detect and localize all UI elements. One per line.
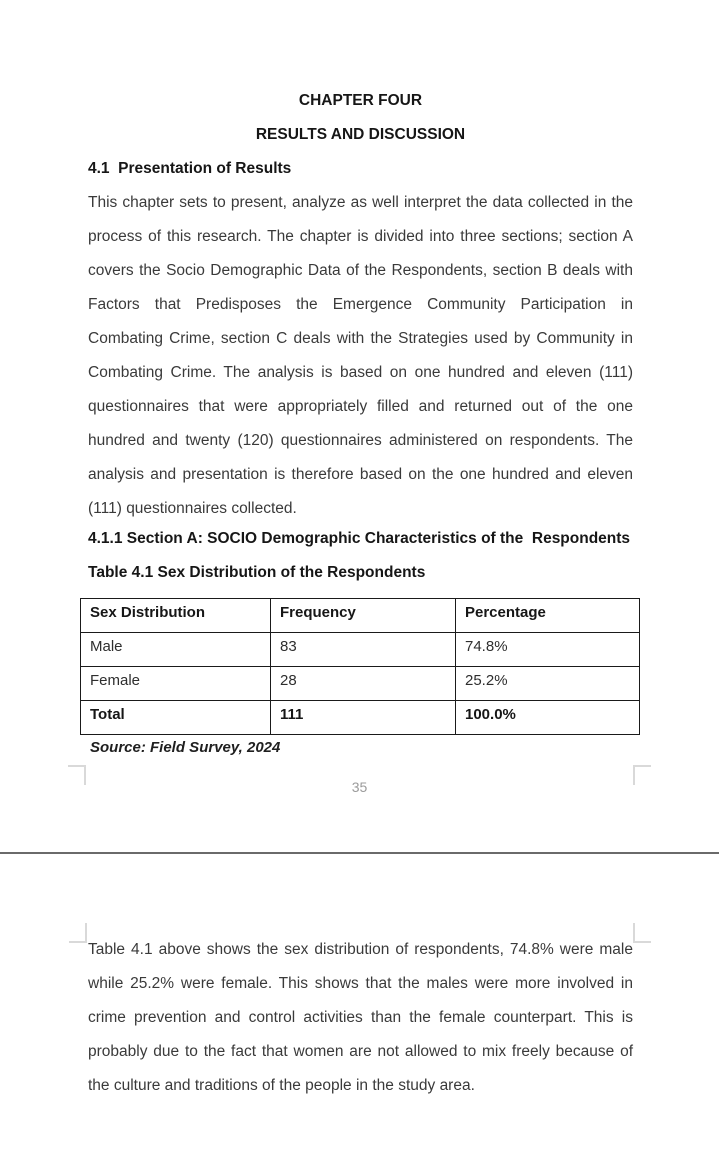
margin-crop-mark-top-right xyxy=(633,923,651,943)
table-header-percentage: Percentage xyxy=(456,599,640,633)
cell-male-frequency: 83 xyxy=(271,633,456,667)
cell-male-label: Male xyxy=(81,633,271,667)
table-header-row xyxy=(81,599,640,633)
cell-female-percentage: 25.2% xyxy=(456,667,640,701)
section-heading: 4.1 Presentation of Results xyxy=(88,160,292,177)
intro-paragraph: This chapter sets to present, analyze as well interpret the data collected in the process of this research. The chapter is divided into three sections; section A covers the Socio Demographic Data of the Respondents, section B deals with Factors that Predisposes the Emergence Community Participation in Combating Crime, section C deals with the Strategies used by Community in Combating Crime. The analysis is based on one hundred and eleven (111) questionnaires that were appropriately filled and returned out of the one hundred and twenty (120) questionnaires administered on respondents. The analysis and presentation is therefore based on the one hundred and eleven (111) questionnaires collected. xyxy=(88,194,633,517)
cell-female-label: Female xyxy=(81,667,271,701)
subsection-heading: 4.1.1 Section A: SOCIO Demographic Characteristics of the Respondents xyxy=(88,530,631,547)
table-header-frequency: Frequency xyxy=(271,599,456,633)
cell-male-percentage: 74.8% xyxy=(456,633,640,667)
page-number: 35 xyxy=(351,779,368,795)
table-row-total xyxy=(81,701,640,735)
chapter-title: CHAPTER FOUR xyxy=(298,92,423,109)
chapter-subtitle: RESULTS AND DISCUSSION xyxy=(255,126,466,143)
table-caption: Table 4.1 Sex Distribution of the Respondents xyxy=(88,564,426,581)
cell-total-frequency: 111 xyxy=(271,701,456,735)
table-row-male xyxy=(81,633,640,667)
page-break-separator xyxy=(0,852,719,854)
sex-distribution-table xyxy=(80,598,640,735)
cell-total-label: Total xyxy=(81,701,271,735)
cell-total-percentage: 100.0% xyxy=(456,701,640,735)
margin-crop-mark-top-left xyxy=(69,923,87,943)
source-note: Source: Field Survey, 2024 xyxy=(90,739,281,756)
analysis-paragraph: Table 4.1 above shows the sex distribution of respondents, 74.8% were male while 25.2% were female. This shows that the males were more involved in crime prevention and control activities than the female counterpart. This is probably due to the fact that women are not allowed to mix freely because of the culture and traditions of the people in the study area. xyxy=(88,941,633,1094)
page1-mid-headings xyxy=(88,522,648,590)
cell-female-frequency: 28 xyxy=(271,667,456,701)
table-row-female xyxy=(81,667,640,701)
table-header-sex-distribution: Sex Distribution xyxy=(81,599,271,633)
page1-front-matter xyxy=(88,84,633,526)
